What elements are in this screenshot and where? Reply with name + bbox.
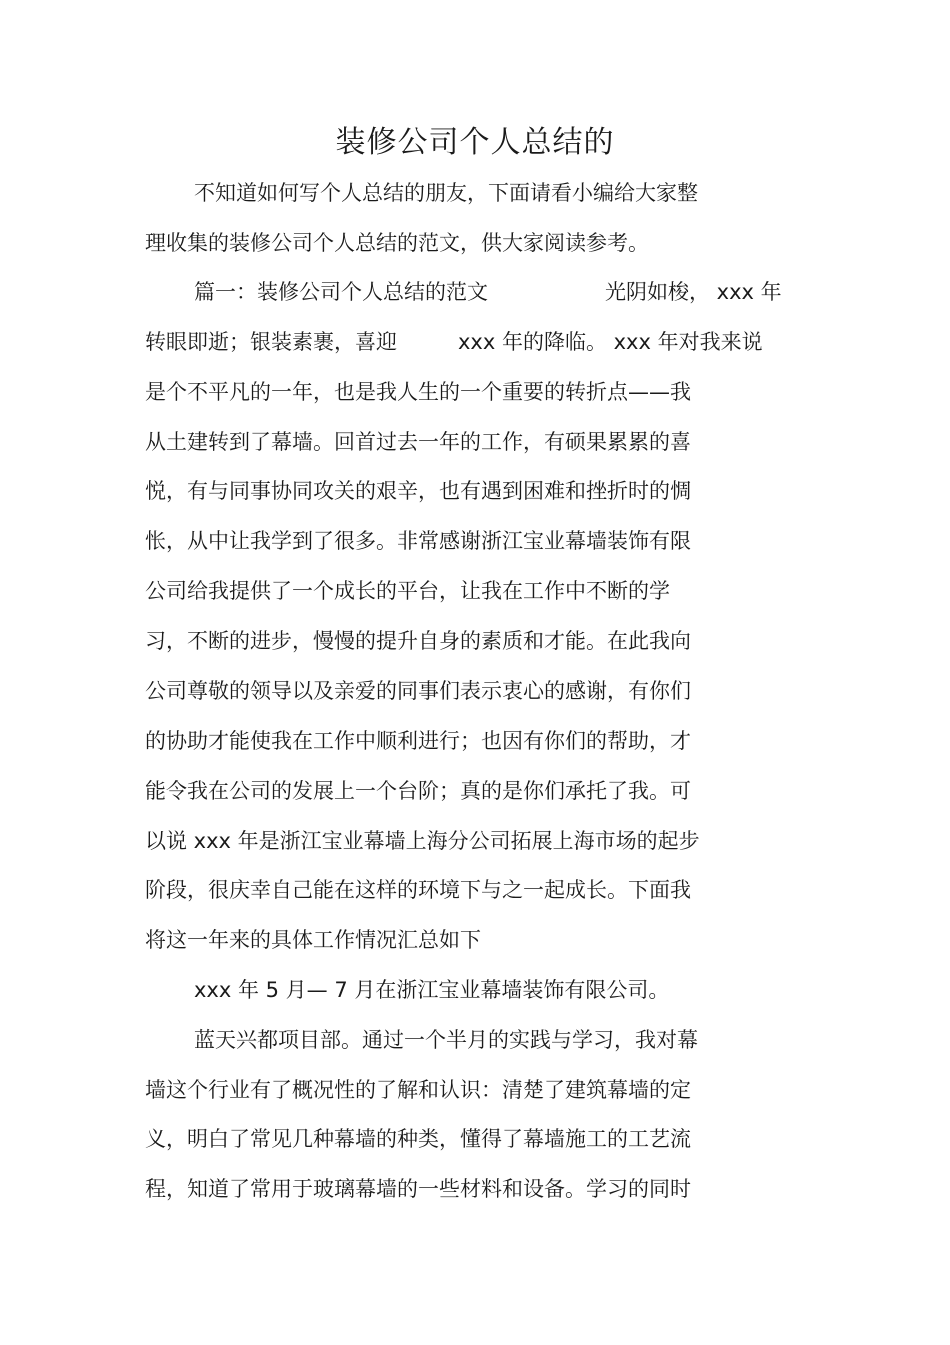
paragraph-line: 公司尊敬的领导以及亲爱的同事们表示衷心的感谢，有你们 xyxy=(145,679,691,703)
paragraph-line: xxx 年 5 月— 7 月在浙江宝业幕墙装饰有限公司。 xyxy=(194,978,670,1002)
line-segment: 光阴如梭， xxx 年 xyxy=(605,280,782,304)
paragraph-line: 悦，有与同事协同攻关的艰辛，也有遇到困难和挫折时的惆 xyxy=(145,479,691,503)
paragraph-line: 义，明白了常见几种幕墙的种类，懂得了幕墙施工的工艺流 xyxy=(145,1127,691,1151)
paragraph-line: 蓝天兴都项目部。通过一个半月的实践与学习，我对幕 xyxy=(194,1028,698,1052)
paragraph-line: 程，知道了常用于玻璃幕墙的一些材料和设备。学习的同时 xyxy=(145,1177,691,1201)
paragraph-line: 公司给我提供了一个成长的平台，让我在工作中不断的学 xyxy=(145,579,670,603)
paragraph-line: 怅，从中让我学到了很多。非常感谢浙江宝业幕墙装饰有限 xyxy=(145,529,691,553)
document-title: 装修公司个人总结的 xyxy=(335,125,615,160)
paragraph-line: 墙这个行业有了概况性的了解和认识：清楚了建筑幕墙的定 xyxy=(145,1078,691,1102)
paragraph-line: 阶段，很庆幸自己能在这样的环境下与之一起成长。下面我 xyxy=(145,878,691,902)
paragraph-line: 以说 xxx 年是浙江宝业幕墙上海分公司拓展上海市场的起步 xyxy=(145,829,700,853)
paragraph-line: 习，不断的进步，慢慢的提升自身的素质和才能。在此我向 xyxy=(145,629,691,653)
paragraph-line: 理收集的装修公司个人总结的范文，供大家阅读参考。 xyxy=(145,231,649,255)
line-segment: xxx 年的降临。 xxx 年对我来说 xyxy=(458,330,763,354)
section-heading: 篇一：装修公司个人总结的范文 xyxy=(194,280,488,304)
paragraph-line: 能令我在公司的发展上一个台阶；真的是你们承托了我。可 xyxy=(145,779,691,803)
paragraph-line: 不知道如何写个人总结的朋友，下面请看小编给大家整 xyxy=(194,181,698,205)
paragraph-line: 是个不平凡的一年，也是我人生的一个重要的转折点——我 xyxy=(145,380,691,404)
paragraph-line: 的协助才能使我在工作中顺利进行；也因有你们的帮助，才 xyxy=(145,729,691,753)
paragraph-line: 将这一年来的具体工作情况汇总如下 xyxy=(145,928,481,952)
paragraph-line: 从土建转到了幕墙。回首过去一年的工作，有硕果累累的喜 xyxy=(145,430,691,454)
line-segment: 转眼即逝；银装素裹，喜迎 xyxy=(145,330,397,354)
